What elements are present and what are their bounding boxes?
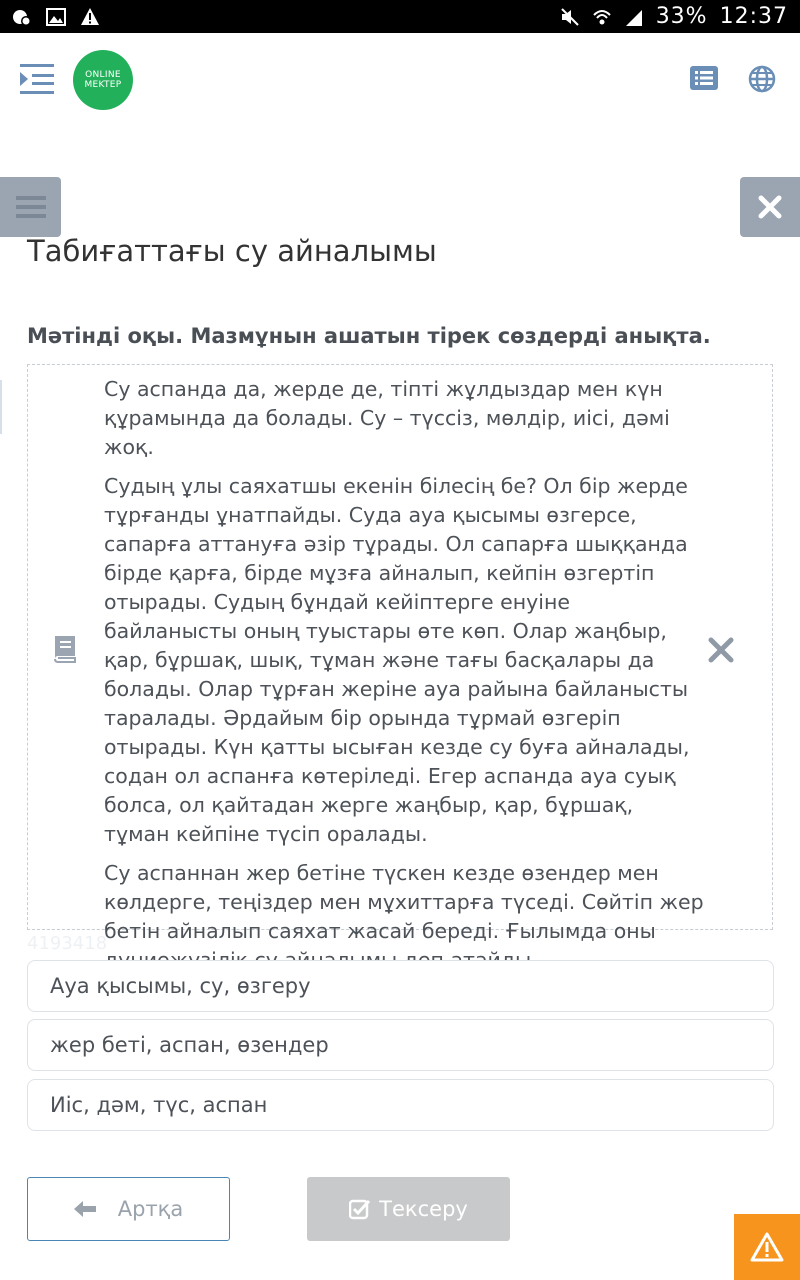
paragraph: Судың ұлы саяхатшы екенін білесің бе? Ол бір жерде тұрғанды ұнатпайды. Суда ауа қысымы өзгерсе, сапарға аттануға әзір тұрады. Ол сапарға шыққанда бірде қарға, бірде мұзға айналып, кейпін өзгертіп отырады. Судың бұндай кейіптерге енуіне байланысты оның туыстары өте көп. Олар жаңбыр, қар, бұршақ, шық, тұман және тағы басқалары да болады. Олар тұрған жеріне ауа райына байланысты таралады. Әрдайым бір орында тұрмай өзгеріп отырады. Күн қатты ысыған кезде су буға айналады, содан ол аспанға көтеріледі. Егер аспанда ауа суық болса, ол қайтадан жерге жаңбыр, қар, бұршақ, тұман кейпіне түсіп оралады. — [104, 474, 690, 846]
side-close-button[interactable] — [740, 177, 800, 237]
alert-icon — [80, 7, 100, 27]
menu-indent-icon[interactable] — [18, 60, 56, 98]
report-problem-button[interactable] — [734, 1214, 800, 1280]
image-icon — [46, 7, 66, 27]
side-menu-button[interactable] — [0, 177, 61, 237]
close-text-icon[interactable] — [706, 635, 736, 665]
arrow-left-icon — [74, 1200, 96, 1218]
checkbox-icon — [349, 1198, 371, 1220]
reading-text — [104, 375, 704, 985]
warning-icon — [750, 1232, 784, 1262]
check-button-label: Тексеру — [379, 1197, 468, 1221]
answer-option-2[interactable]: жер беті, аспан, өзендер — [27, 1019, 774, 1071]
question-id: 4193418 — [27, 933, 108, 954]
wifi-icon — [592, 7, 612, 27]
clock: 12:37 — [719, 4, 788, 29]
back-button[interactable] — [27, 1177, 230, 1241]
globe-icon[interactable] — [748, 65, 776, 93]
signal-icon — [624, 7, 644, 27]
task-instruction: Мәтінді оқы. Мазмұнын ашатын тірек сөздерді анықта. — [27, 324, 711, 348]
list-icon[interactable] — [690, 66, 718, 90]
logo-line2: MEKTEP — [84, 80, 122, 90]
back-button-label: Артқа — [117, 1197, 184, 1221]
notification-icon — [12, 7, 32, 27]
logo-line1: ONLINE — [85, 70, 121, 80]
book-icon[interactable] — [49, 632, 81, 664]
page-title: Табиғаттағы су айналымы — [27, 234, 437, 268]
hamburger-icon — [16, 194, 46, 220]
check-button[interactable] — [307, 1177, 510, 1241]
left-edge-marker — [0, 380, 2, 434]
status-bar — [0, 0, 800, 33]
mute-icon — [560, 7, 580, 27]
answer-option-3[interactable]: Иіс, дәм, түс, аспан — [27, 1079, 774, 1131]
paragraph: Су аспанда да, жерде де, тіпті жұлдыздар мен күн құрамында да болады. Су – түссіз, мөлдір, иісі, дәмі жоқ. — [104, 377, 670, 459]
paragraph: Су аспаннан жер бетіне түскен кезде өзендер мен көлдерге, теңіздер мен мұхиттарға түседі. Сөйтіп жер бетін айналып саяхат жасай береді. Ғылымда оны — [104, 861, 704, 943]
close-icon — [758, 195, 782, 219]
battery-percentage: 33% — [655, 4, 708, 29]
online-mektep-logo[interactable] — [73, 50, 133, 110]
answer-option-1[interactable]: Ауа қысымы, су, өзгеру — [27, 960, 774, 1012]
